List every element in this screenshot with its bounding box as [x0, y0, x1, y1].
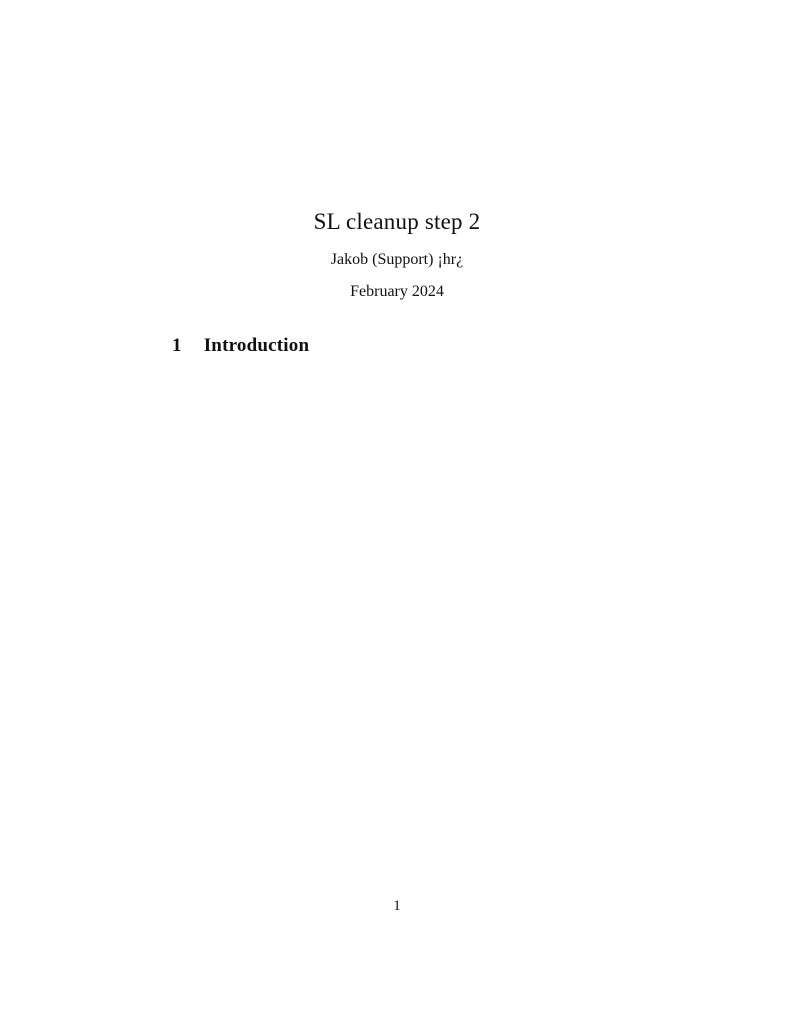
- document-author: Jakob (Support) ¡hr¿: [330, 251, 464, 268]
- section-number: 1: [172, 335, 182, 356]
- document-date: February 2024: [350, 283, 444, 300]
- document-title: SL cleanup step 2: [313, 209, 481, 234]
- page-number: 1: [393, 898, 401, 914]
- section-heading-introduction: [172, 335, 309, 357]
- section-title: Introduction: [203, 335, 310, 356]
